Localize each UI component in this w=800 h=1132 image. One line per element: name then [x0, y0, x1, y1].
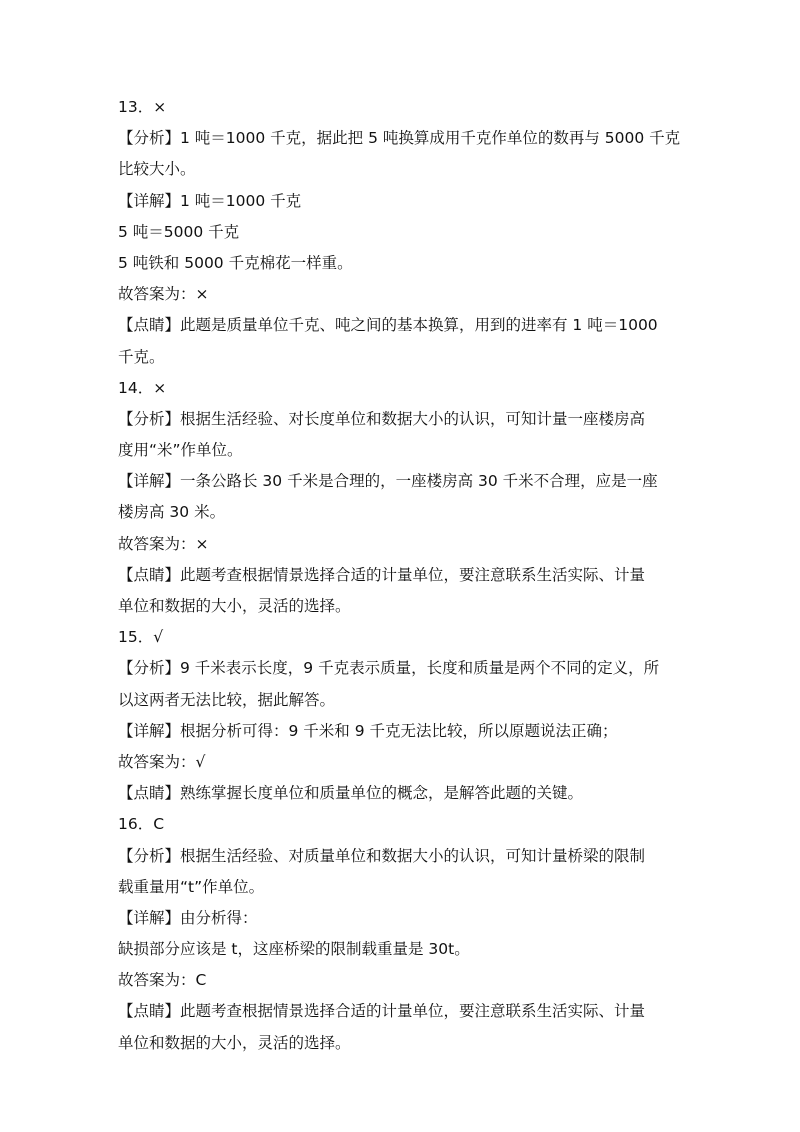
q14-detail: 【详解】一条公路长 30 千米是合理的，一座楼房高 30 千米不合理，应是一座	[118, 472, 658, 491]
q13-detail: 【详解】1 吨＝1000 千克	[118, 191, 302, 210]
q13-detail-line: 5 吨铁和 5000 千克棉花一样重。	[118, 253, 353, 272]
question-13-number: 13．×	[118, 98, 167, 116]
q16-comment: 【点睛】此题考查根据情景选择合适的计量单位，要注意联系生活实际、计量	[118, 1002, 646, 1021]
q16-analysis-cont: 载重量用“t”作单位。	[118, 877, 265, 896]
q13-detail-line: 5 吨＝5000 千克	[118, 222, 240, 241]
question-14-number: 14．×	[118, 378, 167, 397]
q13-comment: 【点睛】此题是质量单位千克、吨之间的基本换算，用到的进率有 1 吨＝1000	[118, 316, 658, 335]
q16-comment-cont: 单位和数据的大小，灵活的选择。	[118, 1033, 351, 1052]
q15-comment: 【点睛】熟练掌握长度单位和质量单位的概念，是解答此题的关键。	[118, 784, 584, 803]
question-16-number: 16．C	[118, 815, 165, 834]
q16-detail: 【详解】由分析得：	[118, 908, 258, 927]
q15-answer: 故答案为：√	[118, 752, 206, 771]
q15-detail: 【详解】根据分析可得：9 千米和 9 千克无法比较，所以原题说法正确；	[118, 721, 618, 740]
q14-analysis: 【分析】根据生活经验、对长度单位和数据大小的认识，可知计量一座楼房高	[118, 409, 646, 428]
q16-detail-line: 缺损部分应该是 t，这座桥梁的限制载重量是 30t。	[118, 940, 470, 959]
q14-answer: 故答案为：×	[118, 534, 209, 553]
q13-analysis-cont: 比较大小。	[118, 160, 196, 179]
q14-comment-cont: 单位和数据的大小，灵活的选择。	[118, 597, 351, 615]
q14-comment: 【点睛】此题考查根据情景选择合适的计量单位，要注意联系生活实际、计量	[118, 565, 646, 584]
q16-analysis: 【分析】根据生活经验、对质量单位和数据大小的认识，可知计量桥梁的限制	[118, 846, 646, 865]
q16-answer: 故答案为：C	[118, 971, 207, 990]
q15-analysis-cont: 以这两者无法比较，据此解答。	[118, 690, 336, 709]
q14-detail-cont: 楼房高 30 米。	[118, 503, 226, 522]
q14-analysis-cont: 度用“米”作单位。	[118, 441, 243, 460]
q13-analysis: 【分析】1 吨＝1000 千克，据此把 5 吨换算成用千克作单位的数再与 5000 千克	[118, 129, 681, 148]
answer-document	[118, 92, 688, 1059]
q13-comment-cont: 千克。	[118, 347, 165, 366]
question-15-number: 15．√	[118, 628, 164, 647]
q15-analysis: 【分析】9 千米表示长度，9 千克表示质量，长度和质量是两个不同的定义，所	[118, 659, 660, 678]
q13-answer: 故答案为：×	[118, 285, 209, 304]
